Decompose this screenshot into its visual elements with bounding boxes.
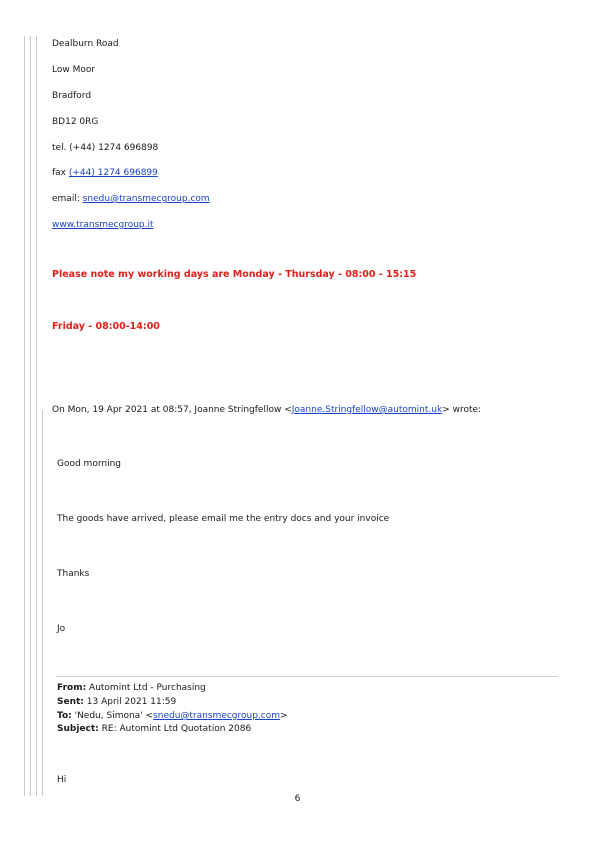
address-line-1: Dealburn Road bbox=[52, 39, 119, 49]
subject-label: Subject: bbox=[57, 724, 99, 734]
reply-signoff: Jo bbox=[57, 624, 66, 634]
website-link[interactable]: www.transmecgroup.it bbox=[52, 220, 154, 230]
quote-rule-3 bbox=[36, 36, 37, 796]
fax-label: fax bbox=[52, 168, 69, 178]
email-line bbox=[52, 193, 210, 205]
address-line-2: Low Moor bbox=[52, 65, 96, 75]
forward-to bbox=[57, 710, 288, 722]
email-link[interactable]: snedu@transmecgroup.com bbox=[82, 194, 210, 204]
fax-link[interactable]: (+44) 1274 696899 bbox=[68, 168, 158, 178]
reply-body: The goods have arrived, please email me the entry docs and your invoice bbox=[57, 514, 390, 524]
sender-email-link[interactable]: Joanne.Stringfellow@automint.uk bbox=[291, 405, 443, 415]
forward-greeting: Hi bbox=[57, 775, 67, 785]
website-line bbox=[52, 219, 154, 231]
quote-rule-1 bbox=[24, 36, 25, 796]
to-email-link[interactable]: snedu@transmecgroup.com bbox=[153, 711, 281, 721]
to-value: 'Nedu, Simona' < bbox=[71, 711, 154, 721]
address-line-4: BD12 0RG bbox=[52, 117, 99, 127]
from-value: Automint Ltd - Purchasing bbox=[86, 683, 206, 693]
reply-thanks: Thanks bbox=[57, 569, 90, 579]
forward-from bbox=[57, 682, 206, 694]
subject-value: RE: Automint Ltd Quotation 2086 bbox=[98, 724, 252, 734]
attribution-suffix: > wrote: bbox=[442, 405, 482, 415]
from-label: From: bbox=[57, 683, 87, 693]
forward-sent bbox=[57, 696, 176, 708]
email-label: email: bbox=[52, 194, 83, 204]
forward-divider bbox=[56, 676, 558, 677]
to-value-suffix: > bbox=[280, 711, 288, 721]
quote-rule-2 bbox=[30, 36, 31, 796]
to-label: To: bbox=[57, 711, 72, 721]
working-hours-notice: Please note my working days are Monday - Thursday - 08:00 - 15:15 bbox=[52, 269, 417, 280]
sent-value: 13 April 2021 11:59 bbox=[83, 697, 177, 707]
forward-subject bbox=[57, 723, 251, 735]
sent-label: Sent: bbox=[57, 697, 84, 707]
fax-line bbox=[52, 167, 158, 179]
quote-rule-4 bbox=[42, 410, 43, 796]
quote-attribution bbox=[52, 404, 481, 416]
attribution-prefix: On Mon, 19 Apr 2021 at 08:57, Joanne Stringfellow < bbox=[52, 405, 292, 415]
reply-greeting: Good morning bbox=[57, 459, 121, 469]
telephone: tel. (+44) 1274 696898 bbox=[52, 143, 159, 153]
address-line-3: Bradford bbox=[52, 91, 92, 101]
page-number: 6 bbox=[294, 794, 301, 804]
friday-hours: Friday - 08:00-14:00 bbox=[52, 321, 160, 332]
